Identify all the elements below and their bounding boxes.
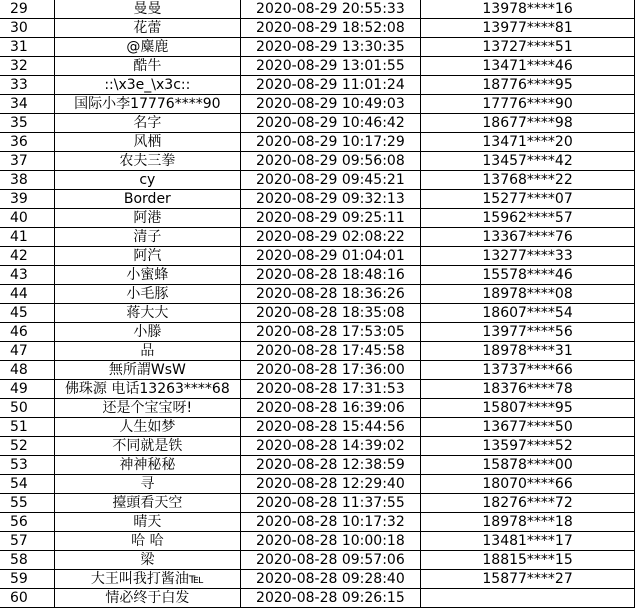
table-row	[0, 114, 635, 133]
phone-cell[interactable]: 15962****57	[421, 209, 635, 228]
row-number-cell[interactable]: 48	[0, 361, 55, 380]
row-number-cell[interactable]: 43	[0, 266, 55, 285]
table-row	[0, 38, 635, 57]
timestamp-cell[interactable]: 2020-08-28 09:57:06	[240, 551, 420, 570]
phone-cell[interactable]: 18607****54	[421, 304, 635, 323]
row-number-cell[interactable]: 49	[0, 380, 55, 399]
timestamp-cell[interactable]: 2020-08-28 11:37:55	[240, 494, 420, 513]
table-row	[0, 304, 635, 323]
nickname-cell[interactable]: 农夫三拳	[55, 152, 241, 171]
phone-cell[interactable]: 13978****16	[421, 0, 635, 19]
phone-cell[interactable]: 18978****18	[421, 513, 635, 532]
table-row	[0, 399, 635, 418]
nickname-cell[interactable]: 名字	[55, 114, 241, 133]
row-number-cell[interactable]: 40	[0, 209, 55, 228]
table-row	[0, 475, 635, 494]
row-number-cell[interactable]: 32	[0, 57, 55, 76]
phone-cell[interactable]: 18815****15	[421, 551, 635, 570]
nickname-cell[interactable]: 阿汽	[55, 247, 241, 266]
phone-cell[interactable]: 13457****42	[421, 152, 635, 171]
timestamp-cell[interactable]: 2020-08-29 20:55:33	[240, 0, 420, 19]
timestamp-cell[interactable]: 2020-08-28 17:36:00	[240, 361, 420, 380]
phone-cell[interactable]: 13481****17	[421, 532, 635, 551]
timestamp-cell[interactable]: 2020-08-29 02:08:22	[240, 228, 420, 247]
phone-cell[interactable]: 13471****20	[421, 133, 635, 152]
row-number-cell[interactable]: 29	[0, 0, 55, 19]
timestamp-cell[interactable]: 2020-08-29 18:52:08	[240, 19, 420, 38]
row-number-cell[interactable]: 60	[0, 589, 55, 608]
phone-cell[interactable]: 13597****52	[421, 437, 635, 456]
table-row	[0, 437, 635, 456]
phone-cell[interactable]: 18376****78	[421, 380, 635, 399]
table-row	[0, 57, 635, 76]
row-number-cell[interactable]: 56	[0, 513, 55, 532]
row-number-cell[interactable]: 52	[0, 437, 55, 456]
phone-cell[interactable]: 18677****98	[421, 114, 635, 133]
table-row	[0, 570, 635, 589]
timestamp-cell[interactable]: 2020-08-29 09:45:21	[240, 171, 420, 190]
table-row	[0, 247, 635, 266]
nickname-cell[interactable]: 情必终于白发	[55, 589, 241, 608]
table-row	[0, 456, 635, 475]
table-row	[0, 342, 635, 361]
phone-cell[interactable]: 17776****90	[421, 95, 635, 114]
nickname-cell[interactable]: 寻	[55, 475, 241, 494]
nickname-cell[interactable]: 小毛豚	[55, 285, 241, 304]
row-number-cell[interactable]: 36	[0, 133, 55, 152]
phone-cell[interactable]: 13977****56	[421, 323, 635, 342]
phone-cell[interactable]: 15877****27	[421, 570, 635, 589]
timestamp-cell[interactable]: 2020-08-29 13:01:55	[240, 57, 420, 76]
nickname-cell[interactable]: 阿港	[55, 209, 241, 228]
table-row	[0, 323, 635, 342]
table-row	[0, 152, 635, 171]
table-row	[0, 76, 635, 95]
nickname-cell[interactable]: @麋鹿	[55, 38, 241, 57]
phone-cell[interactable]: 13277****33	[421, 247, 635, 266]
table-row	[0, 266, 635, 285]
nickname-cell[interactable]: 蒋大大	[55, 304, 241, 323]
row-number-cell[interactable]: 34	[0, 95, 55, 114]
table-row	[0, 532, 635, 551]
timestamp-cell[interactable]: 2020-08-29 09:25:11	[240, 209, 420, 228]
phone-cell[interactable]: 18776****95	[421, 76, 635, 95]
nickname-cell[interactable]: 小蜜蜂	[55, 266, 241, 285]
timestamp-cell[interactable]: 2020-08-29 09:32:13	[240, 190, 420, 209]
table-row	[0, 19, 635, 38]
phone-cell[interactable]: 18276****72	[421, 494, 635, 513]
phone-cell[interactable]: 13768****22	[421, 171, 635, 190]
table-row	[0, 228, 635, 247]
phone-cell[interactable]: 15807****95	[421, 399, 635, 418]
timestamp-cell[interactable]: 2020-08-29 13:30:35	[240, 38, 420, 57]
nickname-cell[interactable]: 人生如梦	[55, 418, 241, 437]
phone-cell[interactable]: 13471****46	[421, 57, 635, 76]
table-row	[0, 551, 635, 570]
nickname-cell[interactable]: 不同就是铁	[55, 437, 241, 456]
timestamp-cell[interactable]: 2020-08-28 18:36:26	[240, 285, 420, 304]
timestamp-cell[interactable]: 2020-08-29 01:04:01	[240, 247, 420, 266]
row-number-cell[interactable]: 44	[0, 285, 55, 304]
nickname-cell[interactable]: 大王叫我打酱油℡	[55, 570, 241, 589]
nickname-cell[interactable]: 清子	[55, 228, 241, 247]
timestamp-cell[interactable]: 2020-08-28 18:35:08	[240, 304, 420, 323]
row-number-cell[interactable]: 54	[0, 475, 55, 494]
nickname-cell[interactable]: 梁	[55, 551, 241, 570]
row-number-cell[interactable]: 39	[0, 190, 55, 209]
phone-cell[interactable]: 15578****46	[421, 266, 635, 285]
timestamp-cell[interactable]: 2020-08-29 11:01:24	[240, 76, 420, 95]
row-number-cell[interactable]: 50	[0, 399, 55, 418]
phone-cell[interactable]: 13727****51	[421, 38, 635, 57]
nickname-cell[interactable]: 还是个宝宝呀!	[55, 399, 241, 418]
row-number-cell[interactable]: 58	[0, 551, 55, 570]
phone-cell[interactable]: 18070****66	[421, 475, 635, 494]
timestamp-cell[interactable]: 2020-08-29 10:17:29	[240, 133, 420, 152]
phone-cell[interactable]: 18978****31	[421, 342, 635, 361]
timestamp-cell[interactable]: 2020-08-28 14:39:02	[240, 437, 420, 456]
row-number-cell[interactable]: 47	[0, 342, 55, 361]
row-number-cell[interactable]: 33	[0, 76, 55, 95]
nickname-cell[interactable]: Border	[55, 190, 241, 209]
row-number-cell[interactable]: 45	[0, 304, 55, 323]
timestamp-cell[interactable]: 2020-08-28 12:29:40	[240, 475, 420, 494]
nickname-cell[interactable]: 酷牛	[55, 57, 241, 76]
table-row	[0, 95, 635, 114]
table-row	[0, 285, 635, 304]
row-number-cell[interactable]: 53	[0, 456, 55, 475]
phone-cell[interactable]: 18978****08	[421, 285, 635, 304]
timestamp-cell[interactable]: 2020-08-28 15:44:56	[240, 418, 420, 437]
timestamp-cell[interactable]: 2020-08-28 09:28:40	[240, 570, 420, 589]
nickname-cell[interactable]: 擡頭看天空	[55, 494, 241, 513]
phone-cell[interactable]: 13977****81	[421, 19, 635, 38]
nickname-cell[interactable]: 哈 哈	[55, 532, 241, 551]
row-number-cell[interactable]: 55	[0, 494, 55, 513]
timestamp-cell[interactable]: 2020-08-28 16:39:06	[240, 399, 420, 418]
timestamp-cell[interactable]: 2020-08-29 10:46:42	[240, 114, 420, 133]
table-row	[0, 133, 635, 152]
row-number-cell[interactable]: 57	[0, 532, 55, 551]
nickname-cell[interactable]: 花蕾	[55, 19, 241, 38]
table-row	[0, 0, 635, 19]
row-number-cell[interactable]: 30	[0, 19, 55, 38]
table-row	[0, 418, 635, 437]
phone-cell[interactable]: 15878****00	[421, 456, 635, 475]
timestamp-cell[interactable]: 2020-08-29 10:49:03	[240, 95, 420, 114]
nickname-cell[interactable]: 国际小李17776****90	[55, 95, 241, 114]
row-number-cell[interactable]: 41	[0, 228, 55, 247]
row-number-cell[interactable]: 46	[0, 323, 55, 342]
table-row	[0, 513, 635, 532]
table-row	[0, 361, 635, 380]
table-row	[0, 190, 635, 209]
row-number-cell[interactable]: 42	[0, 247, 55, 266]
phone-cell[interactable]	[421, 589, 635, 608]
timestamp-cell[interactable]: 2020-08-28 12:38:59	[240, 456, 420, 475]
table-row	[0, 209, 635, 228]
nickname-cell[interactable]: 晴天	[55, 513, 241, 532]
row-number-cell[interactable]: 38	[0, 171, 55, 190]
table-row	[0, 494, 635, 513]
timestamp-cell[interactable]: 2020-08-28 09:26:15	[240, 589, 420, 608]
nickname-cell[interactable]: ::\x3e_\x3c::	[55, 76, 241, 95]
nickname-cell[interactable]: 無所謂WsW	[55, 361, 241, 380]
timestamp-cell[interactable]: 2020-08-28 18:48:16	[240, 266, 420, 285]
timestamp-cell[interactable]: 2020-08-29 09:56:08	[240, 152, 420, 171]
phone-cell[interactable]: 13677****50	[421, 418, 635, 437]
row-number-cell[interactable]: 51	[0, 418, 55, 437]
timestamp-cell[interactable]: 2020-08-28 10:17:32	[240, 513, 420, 532]
timestamp-cell[interactable]: 2020-08-28 17:45:58	[240, 342, 420, 361]
table-row	[0, 589, 635, 608]
nickname-cell[interactable]: 小滕	[55, 323, 241, 342]
table-row	[0, 380, 635, 399]
nickname-cell[interactable]: 品	[55, 342, 241, 361]
timestamp-cell[interactable]: 2020-08-28 10:00:18	[240, 532, 420, 551]
nickname-cell[interactable]: 曼曼	[55, 0, 241, 19]
row-number-cell[interactable]: 31	[0, 38, 55, 57]
phone-cell[interactable]: 13737****66	[421, 361, 635, 380]
row-number-cell[interactable]: 37	[0, 152, 55, 171]
row-number-cell[interactable]: 35	[0, 114, 55, 133]
nickname-cell[interactable]: cy	[55, 171, 241, 190]
nickname-cell[interactable]: 神神秘秘	[55, 456, 241, 475]
phone-cell[interactable]: 13367****76	[421, 228, 635, 247]
table-row	[0, 171, 635, 190]
timestamp-cell[interactable]: 2020-08-28 17:31:53	[240, 380, 420, 399]
row-number-cell[interactable]: 59	[0, 570, 55, 589]
timestamp-cell[interactable]: 2020-08-28 17:53:05	[240, 323, 420, 342]
nickname-cell[interactable]: 风栖	[55, 133, 241, 152]
nickname-cell[interactable]: 佛珠源 电话13263****68	[55, 380, 241, 399]
phone-cell[interactable]: 15277****07	[421, 190, 635, 209]
